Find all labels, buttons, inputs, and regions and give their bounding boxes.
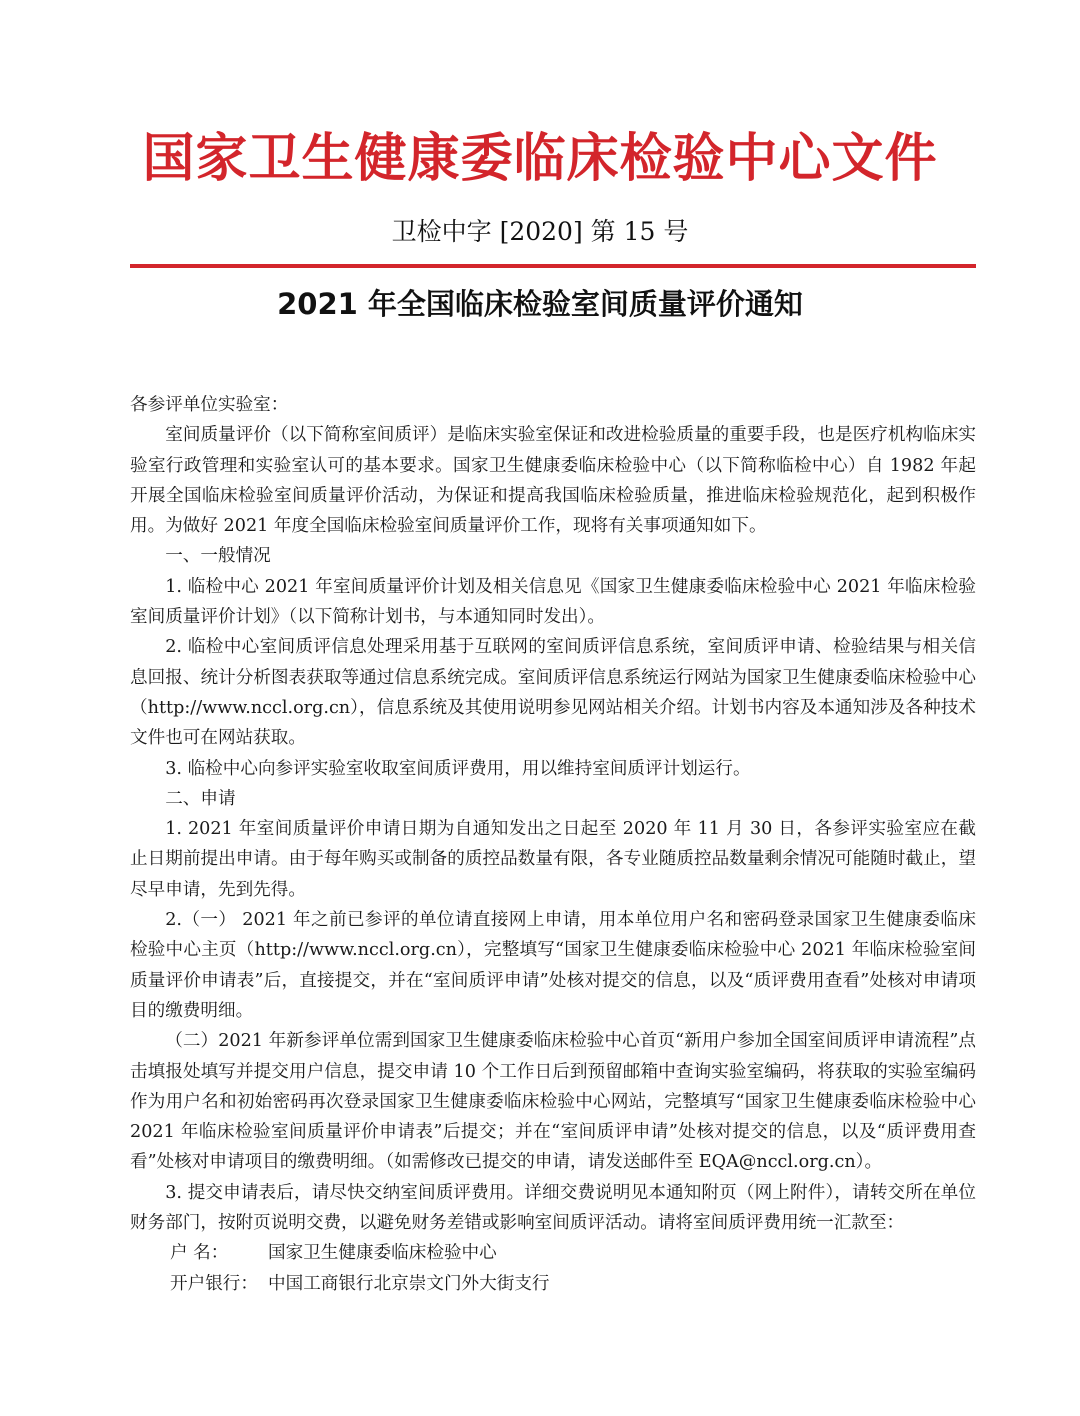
account-name-row xyxy=(130,1238,976,1268)
section2-item1: 1. 2021 年室间质量评价申请日期为自通知发出之日起至 2020 年 11 月 30 日，各参评实验室应在截止日期前提出申请。由于每年购买或制备的质控品数量有限，各专业随质控品数量剩余情况可能随时截止，望尽早申请，先到先得。 xyxy=(130,819,976,900)
account-name-label: 户 名： xyxy=(170,1243,229,1264)
section2-item2a: 2.（一） 2021 年之前已参评的单位请直接网上申请，用本单位用户名和密码登录国家卫生健康委临床检验中心主页（http://www.nccl.org.cn），完整填写“国家卫生健康委临床检验中心 2021 年临床检验室间质量评价申请表”后，直接提交，并在“室间质评申请”处核对提交的信息，以及“质评费用查看”处核对申请项目的缴费明细。 xyxy=(130,910,976,1021)
section2-item2b: （二）2021 年新参评单位需到国家卫生健康委临床检验中心首页“新用户参加全国室间质评申请流程”点击填报处填写并提交用户信息，提交申请 10 个工作日后到预留邮箱中查询实验室编码，将获取的实验室编码作为用户名和初始密码再次登录国家卫生健康委临床检验中心网站，完整填写“国家卫生健康委临床检验中心 2021 年临床检验室间质量评价申请表”后提交；并在“室间质评申请”处核对提交的信息，以及“质评费用查看”处核对申请项目的缴费明细。（如需修改已提交的申请，请发送邮件至 EQA@nccl.org.cn）。 xyxy=(130,1031,976,1173)
notice-body xyxy=(130,390,976,1299)
account-name-value: 国家卫生健康委临床检验中心 xyxy=(268,1243,497,1264)
bank-value: 中国工商银行北京崇文门外大街支行 xyxy=(268,1273,550,1294)
section1-item3: 3. 临检中心向参评实验室收取室间质评费用，用以维持室间质评计划运行。 xyxy=(165,758,751,779)
section1-item2: 2. 临检中心室间质评信息处理采用基于互联网的室间质评信息系统，室间质评申请、检验结果与相关信息回报、统计分析图表获取等通过信息系统完成。室间质评信息系统运行网站为国家卫生健康委临床检验中心（http://www.nccl.org.cn），信息系统及其使用说明参见网站相关介绍。计划书内容及本通知涉及各种技术文件也可在网站获取。 xyxy=(130,637,976,749)
section1-heading: 一、一般情况 xyxy=(165,546,271,567)
notice-title: 2021 年全国临床检验室间质量评价通知 xyxy=(277,287,803,321)
section1-item1: 1. 临检中心 2021 年室间质量评价计划及相关信息见《国家卫生健康委临床检验中心 2021 年临床检验室间质量评价计划》（以下简称计划书，与本通知同时发出）。 xyxy=(130,576,976,628)
bank-label: 开户银行： xyxy=(170,1273,258,1294)
intro-paragraph: 室间质量评价（以下简称室间质评）是临床实验室保证和改进检验质量的重要手段，也是医疗机构临床实验室行政管理和实验室认可的基本要求。国家卫生健康委临床检验中心（以下简称临检中心）自 1982 年起开展全国临床检验室间质量评价活动，为保证和提高我国临床检验质量，推进临床检验规范化，起到积极作用。为做好 2021 年度全国临床检验室间质量评价工作，现将有关事项通知如下。 xyxy=(130,425,976,537)
document-number: 卫检中字 [2020] 第 15 号 xyxy=(391,217,689,246)
salutation: 各参评单位实验室： xyxy=(130,395,289,415)
section2-heading: 二、申请 xyxy=(165,788,236,809)
section2-item3: 3. 提交申请表后，请尽快交纳室间质评费用。详细交费说明见本通知附页（网上附件），请转交所在单位财务部门，按附页说明交费，以避免财务差错或影响室间质评活动。请将室间质评费用统一汇款至： xyxy=(130,1182,976,1234)
masthead-title: 国家卫生健康委临床检验中心文件 xyxy=(142,129,938,189)
red-divider-line xyxy=(130,264,976,268)
bank-row xyxy=(130,1269,976,1299)
